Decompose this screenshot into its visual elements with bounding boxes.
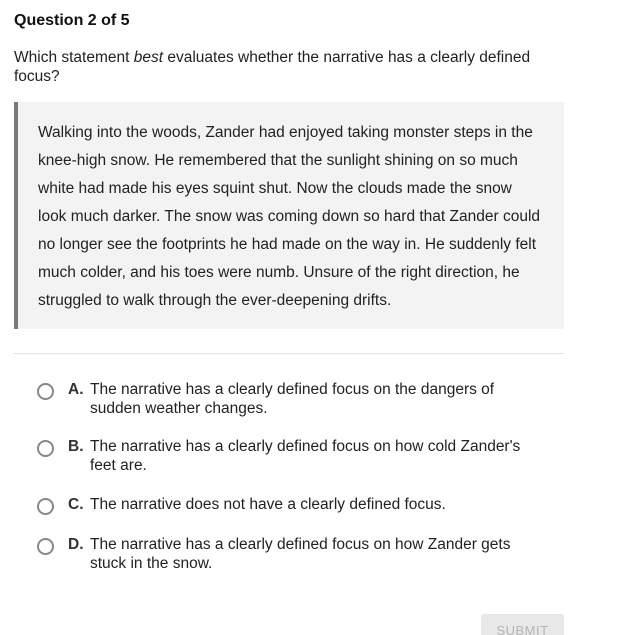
question-counter: Question 2 of 5 — [14, 12, 130, 29]
choice-b[interactable] — [37, 437, 567, 475]
choice-d[interactable] — [37, 535, 567, 573]
choice-letter-a: A. — [68, 381, 84, 398]
reading-passage — [14, 102, 564, 329]
radio-button-a[interactable] — [37, 383, 54, 400]
choice-a[interactable] — [37, 380, 567, 418]
choice-text-b: The narrative has a clearly defined focus on how cold Zander's feet are. — [90, 438, 521, 474]
divider — [14, 353, 564, 354]
choice-letter-c: C. — [68, 496, 84, 513]
choice-letter-d: D. — [68, 536, 84, 553]
prompt-text-after: evaluates whether the narrative has a clearly defined focus? — [14, 49, 531, 85]
choice-c[interactable] — [37, 495, 567, 515]
radio-button-d[interactable] — [37, 538, 54, 555]
choice-letter-b: B. — [68, 438, 84, 455]
radio-button-b[interactable] — [37, 440, 54, 457]
radio-button-c[interactable] — [37, 498, 54, 515]
question-prompt — [14, 48, 574, 86]
choice-text-a: The narrative has a clearly defined focus on the dangers of sudden weather changes. — [90, 381, 495, 417]
choice-text-c: The narrative does not have a clearly defined focus. — [90, 496, 446, 513]
prompt-emphasis: best — [133, 49, 164, 66]
submit-button[interactable]: SUBMIT — [481, 614, 564, 635]
prompt-text-before: Which statement — [14, 49, 134, 66]
passage-text: Walking into the woods, Zander had enjoyed taking monster steps in the knee-high snow. He remembered that the sunlight shining on so much white had made his eyes squint shut. Now the clouds made the snow look much darker. The snow was coming down so hard that Zander could no longer see the footprints he had made on the way in. He suddenly felt much colder, and his toes were numb. Unsure of the right direction, he struggled to walk through the ever-deepening drifts. — [38, 124, 541, 309]
choice-text-d: The narrative has a clearly defined focus on how Zander gets stuck in the snow. — [90, 536, 511, 572]
